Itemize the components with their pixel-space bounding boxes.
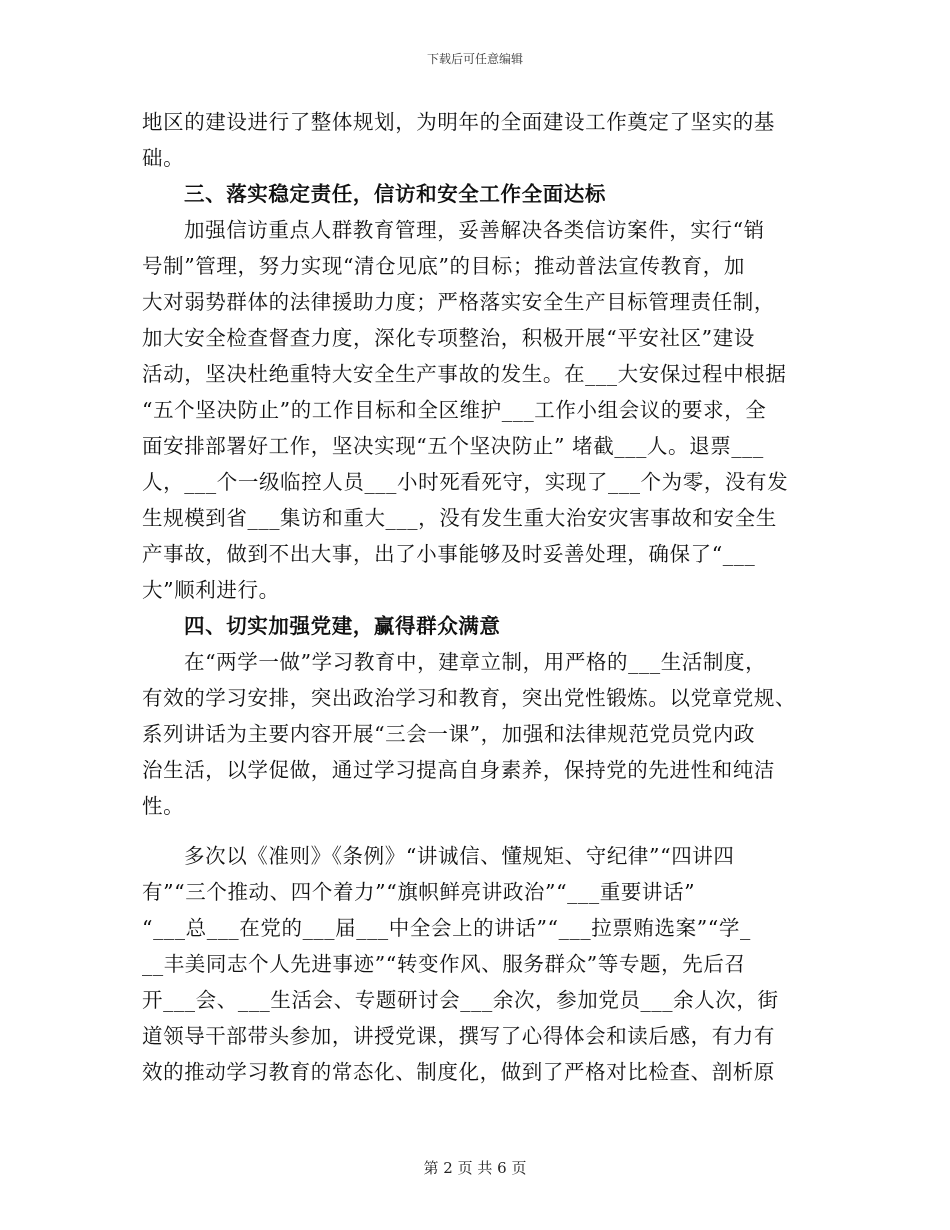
section-heading: 四、切实加强党建，赢得群众满意 — [184, 614, 501, 638]
page-header: 下载后可任意编辑 — [426, 52, 523, 66]
text-line: 开___会、___生活会、专题研讨会___余次，参加党员___余人次，街 — [142, 988, 779, 1012]
text-line: 有效的学习安排，突出政治学习和教育，突出党性锻炼。以党章党规、 — [142, 686, 797, 710]
text-line: 础。 — [142, 146, 185, 170]
text-line: 在“两学一做”学习教育中，建章立制，用严格的___生活制度， — [184, 650, 767, 674]
document-body — [142, 104, 802, 1090]
text-line: 有”“三个推动、四个着力”“旗帜鲜亮讲政治”“___重要讲话” — [142, 880, 696, 904]
text-line: 地区的建设进行了整体规划，为明年的全面建设工作奠定了坚实的基 — [142, 110, 775, 134]
text-line: 大对弱势群体的法律援助力度；严格落实安全生产目标管理责任制， — [142, 290, 775, 314]
text-line: 面安排部署好工作，坚决实现“五个坚决防止” 堵截___人。退票___ — [142, 434, 764, 458]
text-line: 加强信访重点人群教育管理，妥善解决各类信访案件，实行“销 — [184, 218, 765, 242]
text-line: 产事故，做到不出大事，出了小事能够及时妥善处理，确保了“___ — [142, 542, 756, 566]
text-line: 多次以《准则》《条例》“讲诚信、懂规矩、守纪律”“四讲四 — [184, 844, 735, 868]
text-line: 人，___个一级临控人员___小时死看死守，实现了___个为零，没有发 — [142, 470, 789, 494]
page-footer: 第 2 页 共 6 页 — [423, 1159, 527, 1177]
text-line: 号制”管理，努力实现“清仓见底”的目标；推动普法宣传教育，加 — [142, 254, 745, 278]
text-line: 大”顺利进行。 — [142, 578, 280, 602]
text-line: 系列讲话为主要内容开展“三会一课”，加强和法律规范党员党内政 — [142, 722, 755, 746]
text-line: 效的推动学习教育的常态化、制度化，做到了严格对比检查、剖析原 — [142, 1060, 775, 1084]
text-line: 治生活，以学促做，通过学习提高自身素养，保持党的先进性和纯洁 — [142, 758, 775, 782]
text-line: 活动，坚决杜绝重特大安全生产事故的发生。在___大安保过程中根据 — [142, 362, 787, 386]
text-line: 生规模到省___集访和重大___，没有发生重大治安灾害事故和安全生 — [142, 506, 777, 530]
text-line: 加大安全检查督查力度，深化专项整治，积极开展“平安社区”建设 — [142, 326, 755, 350]
text-line: 道领导干部带头参加，讲授党课，撰写了心得体会和读后感，有力有 — [142, 1024, 775, 1048]
paragraph-gap — [142, 824, 802, 838]
text-line: __丰美同志个人先进事迹”“转变作风、服务群众”等专题，先后召 — [142, 952, 746, 976]
section-heading: 三、落实稳定责任，信访和安全工作全面达标 — [184, 182, 606, 206]
text-line: “五个坚决防止”的工作目标和全区维护___工作小组会议的要求，全 — [142, 398, 767, 422]
text-line: “___总___在党的___届___中全会上的讲话”“___拉票贿选案”“学_ — [142, 916, 751, 940]
text-line: 性。 — [142, 794, 185, 818]
